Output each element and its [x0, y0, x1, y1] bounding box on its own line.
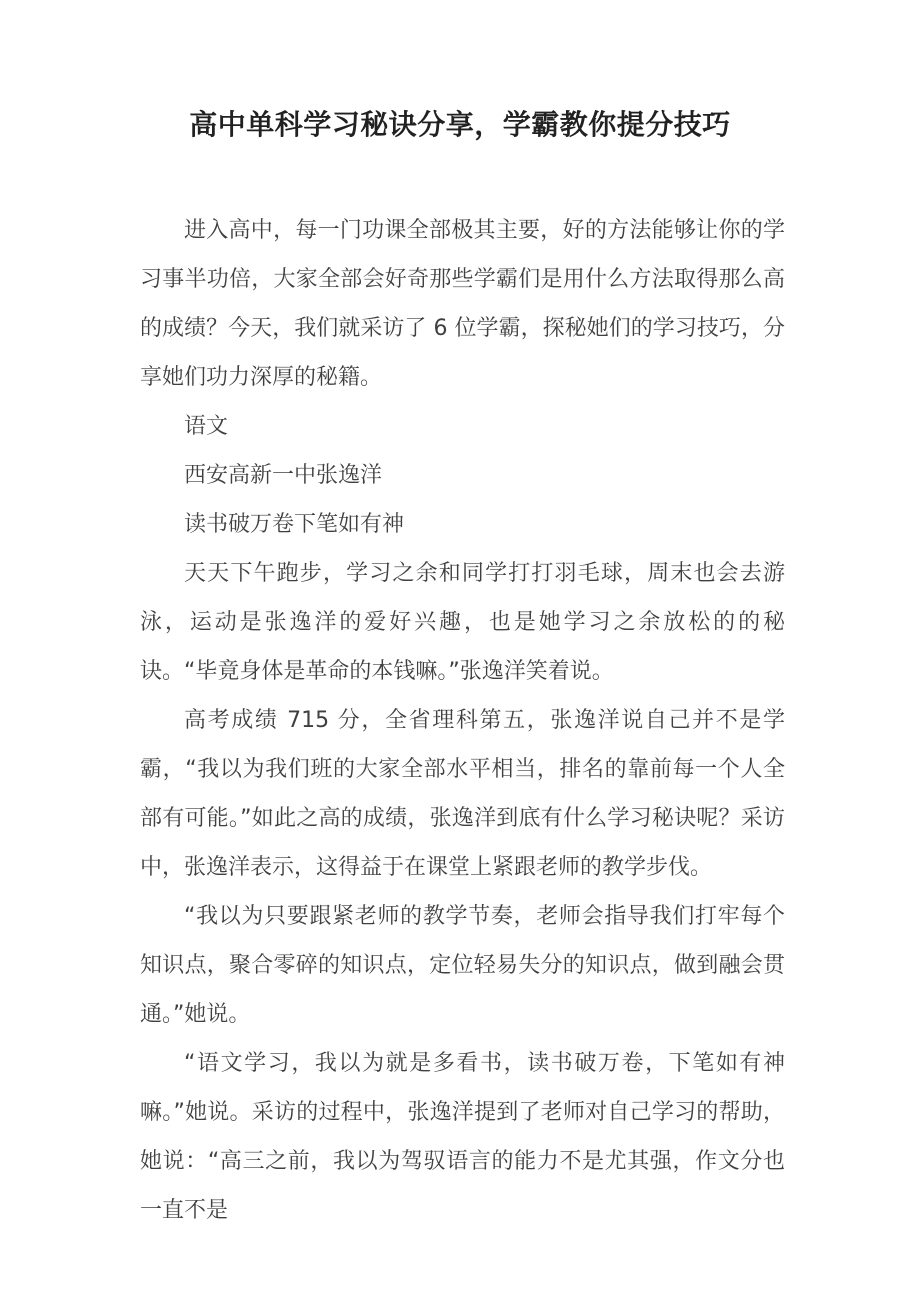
document-title: 高中单科学习秘诀分享，学霸教你提分技巧 [189, 108, 731, 141]
paragraph-quote-1: “我以为只要跟紧老师的教学节奏，老师会指导我们打牢每个知识点，聚合零碎的知识点，定位轻易失分的知识点，做到融会贯通。”她说。 [140, 904, 785, 1027]
paragraph-motto: 读书破万卷下笔如有神 [184, 512, 405, 537]
paragraph-intro: 进入高中，每一门功课全部极其主要，好的方法能够让你的学习事半功倍，大家全部会好奇那些学霸们是用什么方法取得那么高的成绩？今天，我们就采访了 6 位学霸，探秘她们的学习技巧，分享她们功力深厚的秘籍。 [140, 218, 785, 390]
paragraph-hobby: 天天下午跑步，学习之余和同学打打羽毛球，周末也会去游泳，运动是张逸洋的爱好兴趣，也是她学习之余放松的的秘诀。“毕竟身体是革命的本钱嘛。”张逸洋笑着说。 [140, 561, 785, 684]
paragraph-quote-2: “语文学习，我以为就是多看书，读书破万卷，下笔如有神嘛。”她说。采访的过程中，张逸洋提到了老师对自己学习的帮助，她说：“高三之前，我以为驾驭语言的能力不是尤其强，作文分也一直不是 [140, 1051, 785, 1223]
document-body [140, 206, 785, 1235]
paragraph-student: 西安高新一中张逸洋 [184, 463, 383, 488]
paragraph-score: 高考成绩 715 分，全省理科第五，张逸洋说自己并不是学霸，“我以为我们班的大家全部水平相当，排名的靠前每一个人全部有可能。”如此之高的成绩，张逸洋到底有什么学习秘诀呢？采访中，张逸洋表示，这得益于在课堂上紧跟老师的教学步伐。 [140, 708, 785, 880]
paragraph-subject: 语文 [184, 414, 229, 439]
